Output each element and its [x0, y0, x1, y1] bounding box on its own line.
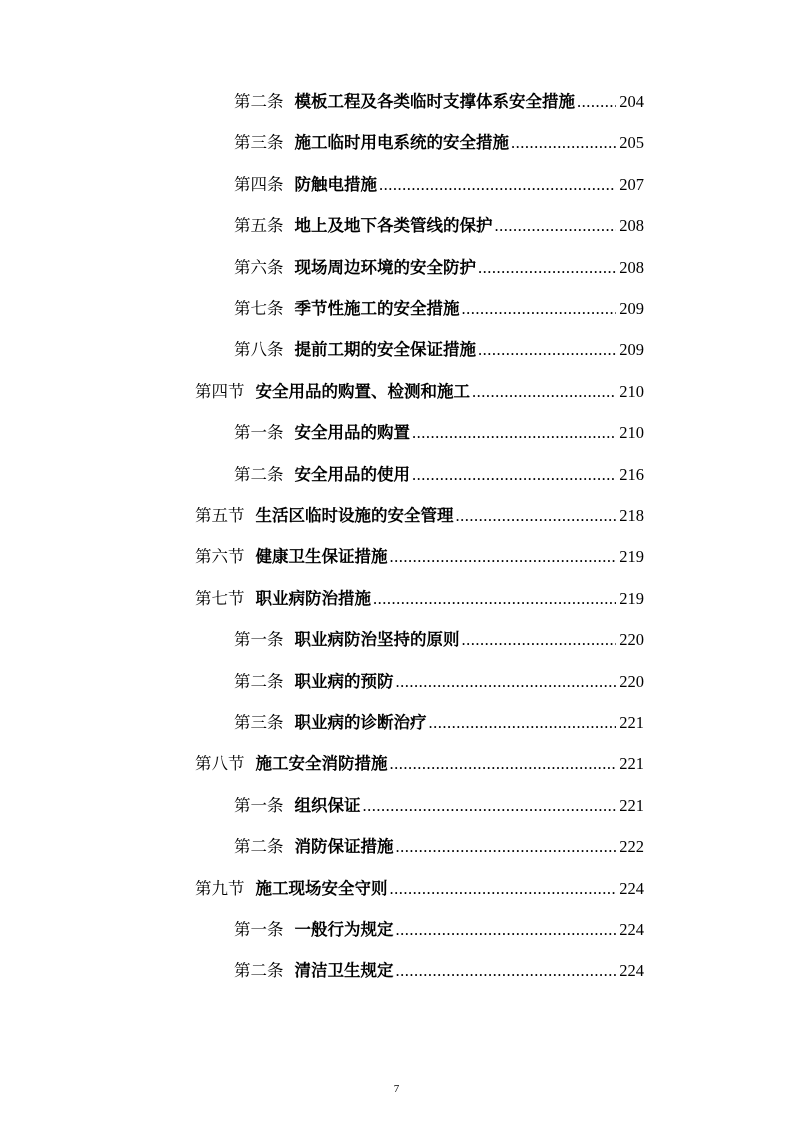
- toc-entry-title: 清洁卫生规定: [294, 961, 394, 981]
- toc-entry-title: 一般行为规定: [294, 920, 394, 939]
- toc-entry[interactable]: [234, 419, 644, 445]
- toc-entry-title: 模板工程及各类临时支撑体系安全措施: [294, 92, 575, 111]
- toc-page-number: 209: [619, 299, 644, 318]
- toc-dot-leader: [396, 837, 617, 857]
- toc-dot-leader: [412, 423, 616, 443]
- toc-dot-leader: [390, 879, 617, 899]
- toc-dot-leader: [373, 589, 616, 609]
- toc-entry[interactable]: [234, 461, 644, 487]
- toc-article-number: 第一条: [234, 423, 284, 443]
- toc-entry-title: 季节性施工的安全措施: [294, 299, 460, 318]
- toc-entry-title: 职业病防治措施: [255, 588, 371, 608]
- toc-entry[interactable]: [234, 833, 644, 859]
- toc-dot-leader: [462, 630, 617, 650]
- toc-page-number: 208: [619, 257, 644, 277]
- toc-dot-leader: [396, 920, 617, 940]
- toc-entry-title: 安全用品的使用: [294, 464, 410, 484]
- toc-article-number: 第二条: [234, 671, 284, 691]
- toc-dot-leader: [462, 299, 617, 319]
- toc-entry-title: 防触电措施: [294, 174, 377, 194]
- toc-section-number: 第七节: [195, 588, 245, 608]
- toc-entry[interactable]: [234, 792, 644, 818]
- toc-dot-leader: [456, 506, 617, 526]
- toc-dot-leader: [429, 713, 617, 733]
- toc-section-number: 第六节: [195, 547, 245, 567]
- toc-dot-leader: [390, 547, 617, 567]
- toc-article-number: 第四条: [234, 174, 284, 194]
- toc-page-number: 219: [619, 547, 644, 567]
- toc-entry[interactable]: [195, 585, 644, 611]
- toc-entry-title: 施工安全消防措施: [255, 754, 388, 774]
- toc-page-number: 221: [619, 713, 644, 732]
- toc-entry[interactable]: [195, 875, 644, 901]
- toc-entry-title: 地上及地下各类管线的保护: [294, 216, 493, 236]
- toc-entry-title: 组织保证: [294, 795, 361, 815]
- toc-page-number: 224: [619, 920, 644, 939]
- page-number: 7: [393, 1083, 400, 1095]
- toc-article-number: 第五条: [234, 216, 284, 236]
- toc-page-number: 220: [619, 671, 644, 691]
- toc-entry[interactable]: [195, 750, 644, 776]
- toc-entry-title: 职业病防治坚持的原则: [294, 630, 460, 650]
- toc-article-number: 第三条: [234, 713, 284, 732]
- toc-page-number: 221: [619, 795, 644, 815]
- toc-dot-leader: [396, 961, 617, 981]
- toc-entry-title: 安全用品的购置: [294, 423, 410, 443]
- toc-page-number: 208: [619, 216, 644, 236]
- toc-dot-leader: [478, 258, 616, 278]
- toc-article-number: 第二条: [234, 837, 284, 857]
- toc-article-number: 第二条: [234, 961, 284, 981]
- toc-entry-title: 职业病的诊断治疗: [294, 713, 427, 732]
- toc-article-number: 第七条: [234, 299, 284, 318]
- toc-entry-title: 健康卫生保证措施: [255, 547, 388, 567]
- toc-section-number: 第八节: [195, 754, 245, 774]
- toc-dot-leader: [472, 382, 616, 402]
- toc-page-number: 216: [619, 464, 644, 484]
- toc-page-number: 204: [619, 92, 644, 111]
- toc-dot-leader: [495, 216, 617, 236]
- toc-dot-leader: [478, 340, 616, 360]
- toc-section-number: 第九节: [195, 878, 245, 898]
- toc-entry[interactable]: [234, 336, 644, 362]
- toc-entry[interactable]: [195, 543, 644, 569]
- toc-entry[interactable]: [234, 668, 644, 694]
- toc-dot-leader: [511, 133, 616, 153]
- toc-dot-leader: [577, 92, 616, 112]
- toc-section-number: 第五节: [195, 506, 245, 525]
- toc-entry[interactable]: [234, 254, 644, 280]
- toc-entry[interactable]: [234, 626, 644, 652]
- toc-page-number: 220: [619, 630, 644, 650]
- toc-entry[interactable]: [234, 957, 644, 983]
- toc-page-number: 209: [619, 340, 644, 360]
- toc-entry[interactable]: [234, 212, 644, 238]
- toc-entry[interactable]: [234, 171, 644, 197]
- toc-dot-leader: [412, 465, 616, 485]
- toc-article-number: 第一条: [234, 920, 284, 939]
- toc-article-number: 第一条: [234, 630, 284, 650]
- toc-section-number: 第四节: [195, 381, 245, 401]
- toc-page-number: 224: [619, 878, 644, 898]
- toc-article-number: 第八条: [234, 340, 284, 360]
- toc-page-number: 219: [619, 588, 644, 608]
- toc-entry[interactable]: [195, 378, 644, 404]
- toc-entry-title: 现场周边环境的安全防护: [294, 257, 476, 277]
- toc-entry[interactable]: [234, 129, 644, 155]
- toc-article-number: 第二条: [234, 92, 284, 111]
- toc-article-number: 第六条: [234, 257, 284, 277]
- toc-dot-leader: [379, 175, 616, 195]
- toc-entry[interactable]: [195, 502, 644, 528]
- toc-article-number: 第一条: [234, 795, 284, 815]
- toc-entry-title: 生活区临时设施的安全管理: [255, 506, 454, 525]
- toc-page-number: 210: [619, 423, 644, 443]
- toc-page-number: 210: [619, 381, 644, 401]
- toc-entry-title: 安全用品的购置、检测和施工: [255, 381, 470, 401]
- toc-article-number: 第三条: [234, 133, 284, 153]
- toc-entry[interactable]: [234, 295, 644, 321]
- toc-page-number: 221: [619, 754, 644, 774]
- toc-page-number: 224: [619, 961, 644, 981]
- toc-dot-leader: [363, 796, 617, 816]
- toc-page-number: 207: [619, 174, 644, 194]
- toc-entry-title: 消防保证措施: [294, 837, 394, 857]
- toc-entry-title: 职业病的预防: [294, 671, 394, 691]
- toc-entry-title: 施工现场安全守则: [255, 878, 388, 898]
- toc-page-number: 218: [619, 506, 644, 525]
- toc-entry-title: 施工临时用电系统的安全措施: [294, 133, 509, 153]
- toc-page-number: 205: [619, 133, 644, 153]
- toc-entry-title: 提前工期的安全保证措施: [294, 340, 476, 360]
- toc-dot-leader: [396, 672, 617, 692]
- toc-page-number: 222: [619, 837, 644, 857]
- toc-entry[interactable]: [234, 709, 644, 735]
- toc-entry[interactable]: [234, 916, 644, 942]
- toc-dot-leader: [390, 754, 617, 774]
- toc-entry[interactable]: [234, 88, 644, 114]
- toc-article-number: 第二条: [234, 464, 284, 484]
